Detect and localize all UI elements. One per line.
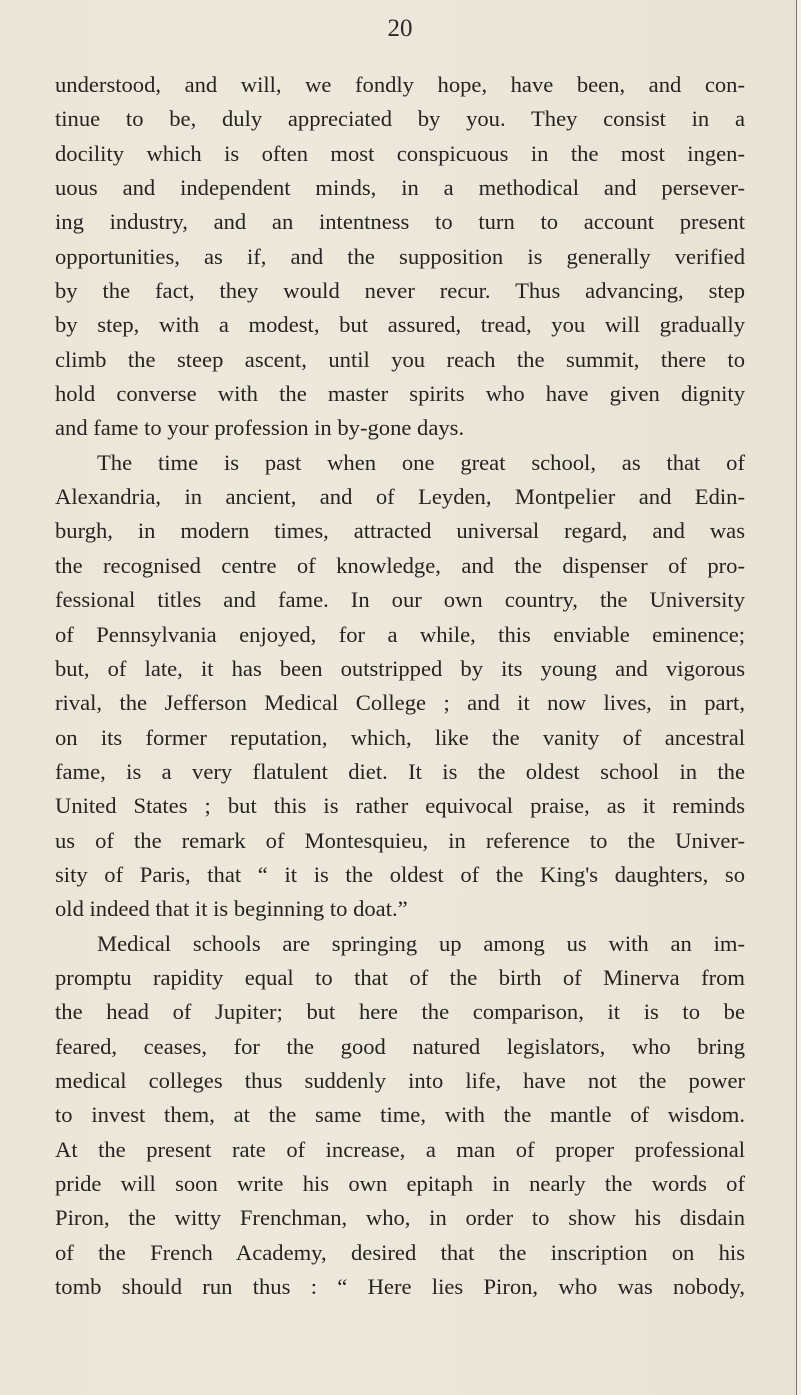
text-line: uous and independent minds, in a methodical and persever- — [55, 175, 745, 201]
text-line: of the French Academy, desired that the inscription on his — [55, 1239, 745, 1265]
text-line: promptu rapidity equal to that of the birth of Minerva from — [55, 964, 745, 990]
text-line: the head of Jupiter; but here the comparison, it is to be — [55, 999, 745, 1025]
text-line: Medical schools are springing up among us with an im- — [97, 930, 745, 956]
text-line: Alexandria, in ancient, and of Leyden, Montpelier and Edin- — [55, 484, 745, 510]
text-line: rival, the Jefferson Medical College ; and it now lives, in part, — [55, 690, 745, 716]
text-line: but, of late, it has been outstripped by its young and vigorous — [55, 655, 745, 681]
page-edge — [797, 0, 801, 1395]
text-line: understood, and will, we fondly hope, have been, and con- — [55, 72, 745, 97]
text-line: climb the steep ascent, until you reach the summit, there to — [55, 346, 745, 372]
text-line: fessional titles and fame. In our own country, the University — [55, 587, 745, 613]
text-line: the recognised centre of knowledge, and the dispenser of pro- — [55, 552, 745, 578]
text-line: burgh, in modern times, attracted universal regard, and was — [55, 518, 745, 544]
text-line: opportunities, as if, and the supposition is generally verified — [55, 243, 745, 269]
text-line: of Pennsylvania enjoyed, for a while, this enviable eminence; — [55, 621, 745, 647]
text-line: fame, is a very flatulent diet. It is the oldest school in the — [55, 758, 745, 784]
text-line: tomb should run thus : “ Here lies Piron, who was nobody, — [55, 1274, 745, 1300]
text-line: us of the remark of Montesquieu, in reference to the Univer- — [55, 827, 745, 853]
page-edge-line — [796, 0, 797, 1395]
text-line: docility which is often most conspicuous in the most ingen- — [55, 140, 745, 166]
page-number: 20 — [387, 15, 413, 42]
text-line: United States ; but this is rather equivocal praise, as it reminds — [55, 793, 745, 819]
text-line: The time is past when one great school, as that of — [97, 449, 745, 475]
text-line: At the present rate of increase, a man of proper professional — [55, 1136, 745, 1162]
text-line: tinue to be, duly appreciated by you. They consist in a — [55, 106, 745, 132]
body-text — [55, 68, 745, 1304]
text-line: hold converse with the master spirits who have given dignity — [55, 381, 745, 407]
text-line: to invest them, at the same time, with the mantle of wisdom. — [55, 1102, 745, 1128]
text-line: Piron, the witty Frenchman, who, in order to show his disdain — [55, 1205, 745, 1231]
text-line: old indeed that it is beginning to doat.” — [55, 896, 408, 922]
text-line: pride will soon write his own epitaph in nearly the words of — [55, 1171, 745, 1196]
text-line: and fame to your profession in by-gone days. — [55, 415, 465, 441]
text-line: ing industry, and an intentness to turn to account present — [55, 209, 745, 235]
text-line: by the fact, they would never recur. Thus advancing, step — [55, 278, 745, 304]
text-line: sity of Paris, that “ it is the oldest of the King's daughters, so — [55, 861, 745, 887]
text-line: feared, ceases, for the good natured legislators, who bring — [55, 1033, 745, 1059]
text-line: by step, with a modest, but assured, tread, you will gradually — [55, 312, 745, 338]
text-line: on its former reputation, which, like the vanity of ancestral — [55, 724, 745, 750]
text-line: medical colleges thus suddenly into life, have not the power — [55, 1067, 745, 1093]
